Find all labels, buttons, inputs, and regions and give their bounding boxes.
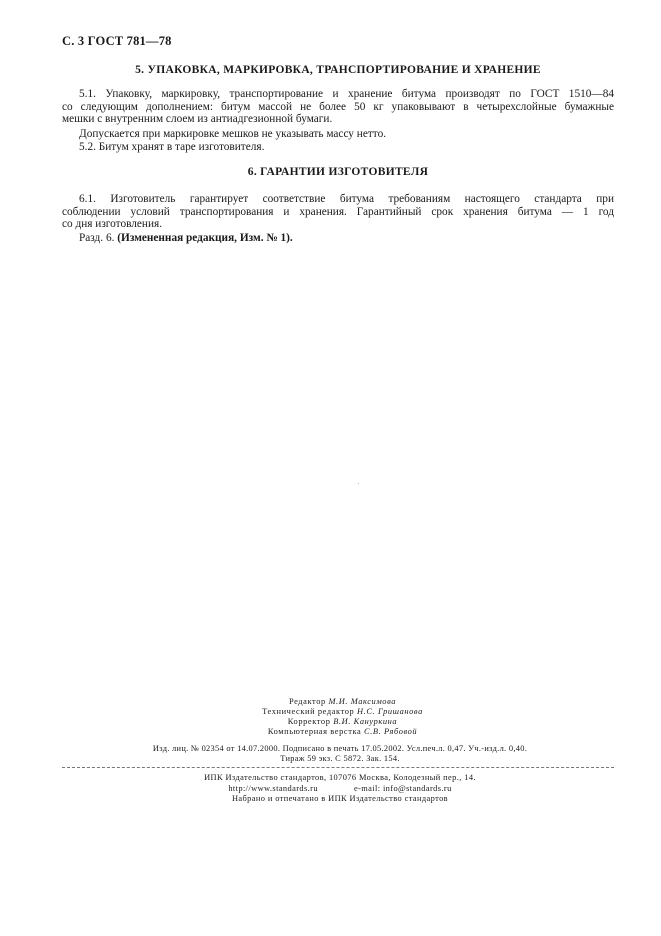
paragraph-line: со дня изготовления.: [62, 218, 163, 230]
publication-line-1: Изд. лиц. № 02354 от 14.07.2000. Подписано в печать 17.05.2002. Усл.печ.л. 0,47. Уч.-изд.л. 0,40.: [152, 744, 528, 753]
section-5-title: 5. УПАКОВКА, МАРКИРОВКА, ТРАНСПОРТИРОВАНИЕ И ХРАНЕНИЕ: [135, 64, 541, 76]
credit-label: Компьютерная верстка: [267, 727, 362, 736]
publisher-email: e-mail: info@standards.ru: [353, 783, 452, 793]
paragraph-line: Допускается при маркировке мешков не указывать массу нетто.: [79, 128, 387, 140]
publication-info: [90, 744, 590, 764]
section-5-paragraph-2: [62, 128, 614, 141]
paragraph-line: 5.1. Упаковку, маркировку, транспортирование и хранение битума производят по ГОСТ 1510—84: [79, 88, 614, 100]
publisher-address: ИПК Издательство стандартов, 107076 Москва, Колодезный пер., 14.: [204, 773, 476, 782]
publisher-contacts: [100, 784, 580, 795]
credit-label: Технический редактор: [262, 707, 355, 716]
paragraph-line: 6.1. Изготовитель гарантирует соответствие битума требованиям настоящего стандарта при: [79, 193, 614, 205]
credit-label: Редактор: [288, 697, 326, 706]
credit-name: Н.С. Гришанова: [357, 707, 423, 716]
publication-line-2: Тираж 59 экз. С 5872. Зак. 154.: [280, 754, 400, 763]
publisher-info: [100, 773, 580, 805]
paragraph-line: [62, 232, 614, 245]
credit-layout: [200, 727, 485, 737]
page-header: С. 3 ГОСТ 781—78: [62, 34, 172, 48]
credit-label: Корректор: [287, 717, 331, 726]
section-6-note: [62, 232, 614, 245]
divider-rule: [62, 767, 614, 768]
credit-tech-editor: [200, 707, 485, 717]
paragraph-line: соблюдении условий транспортирования и хранения. Гарантийный срок хранения битума — 1 год: [62, 205, 614, 218]
credit-name: С.В. Рябовой: [364, 727, 418, 736]
credit-corrector: [200, 717, 485, 727]
paragraph-line: 5.2. Битум хранят в таре изготовителя.: [79, 141, 265, 153]
paragraph-line: мешки с внутренним слоем из антиадгезионной бумаги.: [62, 113, 333, 125]
publisher-printing: Набрано и отпечатано в ИПК Издательство стандартов: [231, 794, 449, 803]
section-6-title: 6. ГАРАНТИИ ИЗГОТОВИТЕЛЯ: [247, 166, 429, 178]
credit-name: В.И. Кануркина: [333, 717, 398, 726]
note-prefix: Разд. 6.: [79, 232, 115, 244]
credit-name: М.И. Максимова: [328, 697, 397, 706]
note-amendment: (Измененная редакция, Изм. № 1).: [117, 232, 293, 244]
publisher-website: http://www.standards.ru: [228, 783, 318, 793]
credit-editor: [200, 697, 485, 707]
paragraph-line: со следующим дополнением: битум массой не более 50 кг упаковывают в четырехслойные бумажные: [62, 100, 614, 113]
section-5-paragraph-1: [62, 88, 614, 126]
section-6-paragraph-1: [62, 193, 614, 231]
section-5-paragraph-3: [62, 141, 614, 154]
editorial-credits: [200, 697, 485, 737]
scan-speck: [358, 483, 359, 484]
